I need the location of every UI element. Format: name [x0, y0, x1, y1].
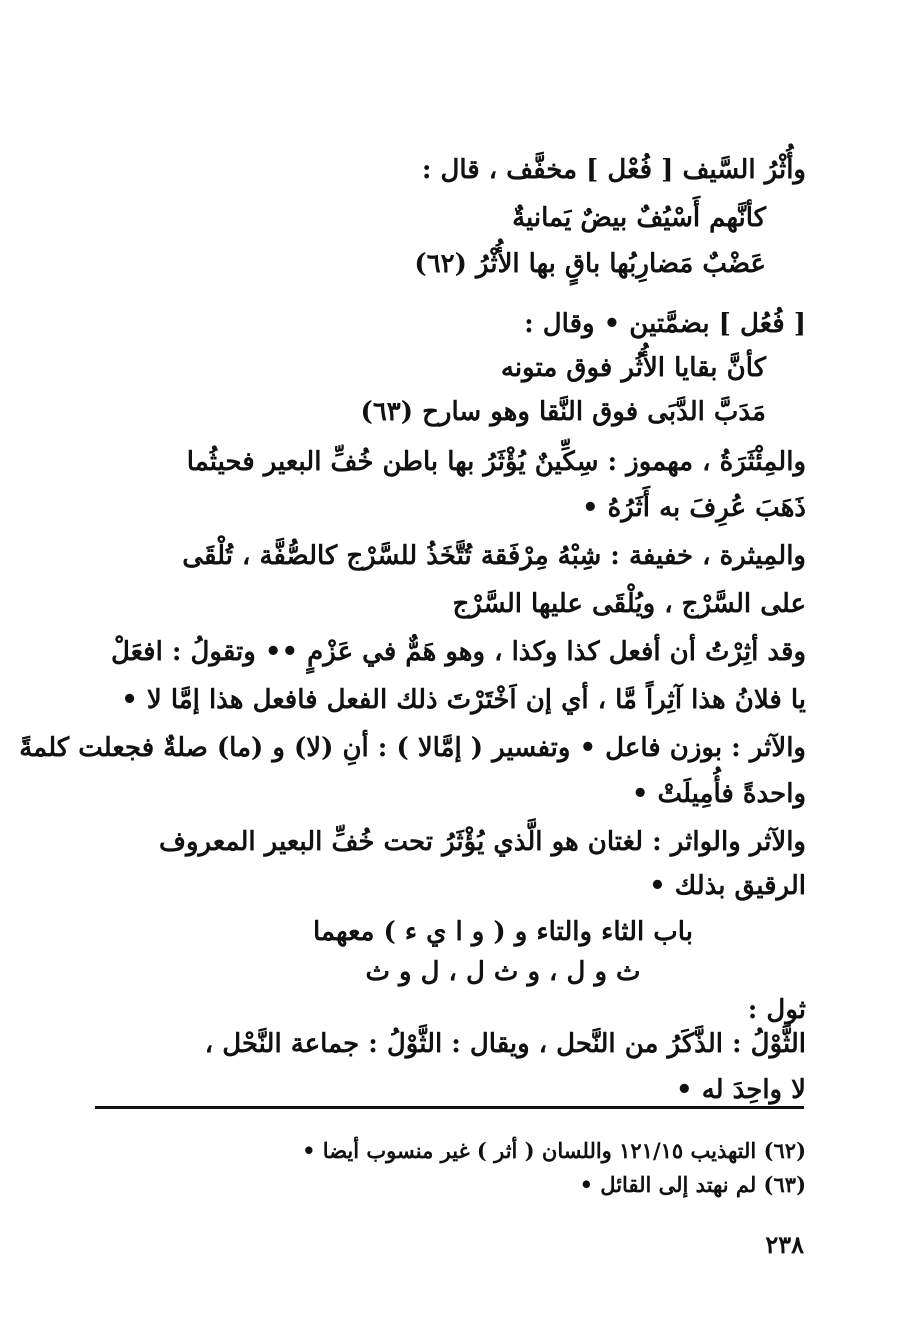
body-line: الرقيق بذلك • [649, 871, 806, 901]
body-line: والمِئْثَرَةُ ، مهموز : سِكِّينٌ يُؤْثَرُ بها باطن خُفِّ البعير فحيثُما [186, 447, 806, 477]
body-line: والآثر : بوزن فاعل • وتفسير ( إمَّالا ) : أنِ (لا) و (ما) صلةٌ فجعلت كلمةً [19, 733, 806, 763]
body-line: والآثر والواثر : لغتان هو الَّذي يُؤْثَرُ تحت خُفِّ البعير المعروف [159, 827, 806, 857]
footnote: (٦٣) لم نهتد إلى القائل • [579, 1172, 806, 1197]
entry-line: الثَّوْلُ : الذَّكَرُ من النَّحل ، ويقال : الثَّوْلُ : جماعة النَّحْل ، [204, 1029, 806, 1059]
body-line: على السَّرْج ، ويُلْقَى عليها السَّرْج [452, 589, 806, 619]
body-line: ذَهَبَ عُرِفَ به أَثَرُهُ • [581, 493, 806, 523]
verse-line: كأنَّ بقايا الأُثُر فوق متونه [500, 353, 766, 383]
footnote: (٦٢) التهذيب ١٢١/١٥ واللسان ( أثر ) غير منسوب أيضا • [302, 1138, 806, 1163]
chapter-subtitle: ث و ل ، و ث ل ، ل و ث [365, 957, 641, 987]
body-line: واحدةً فأُمِيلَتْ • [631, 779, 806, 809]
body-line: وأُثْرُ السَّيف [ فُعْل ] مخفَّف ، قال : [421, 155, 806, 185]
chapter-title: باب الثاء والتاء و ( و ا ي ء ) معهما [313, 917, 693, 947]
entry-line: لا واحِدَ له • [676, 1075, 806, 1105]
body-line: [ فُعُل ] بضمَّتين • وقال : [524, 309, 806, 339]
body-line: يا فلانُ هذا آثِراً مَّا ، أي إن اَخْتَرْتَ ذلك الفعل فافعل هذا إمَّا لا • [121, 685, 806, 715]
body-line: والمِيثرة ، خفيفة : شِبْهُ مِرْفَقة تُتَّخَذُ للسَّرْج كالصُّفَّة ، تُلْقَى [182, 541, 806, 571]
verse-line: مَدَبَّ الدَّبَى فوق النَّقا وهو سارح (٦٣) [360, 397, 766, 427]
entry-head: ثول : [747, 995, 806, 1025]
footnote-divider [95, 1106, 804, 1109]
verse-line: عَضْبٌ مَضارِبُها باقٍ بها الأُثْرُ (٦٢) [414, 249, 766, 279]
body-line: وقد أثِرْتُ أن أفعل كذا وكذا ، وهو هَمٌّ في عَزْمٍ •• وتقولُ : افعَلْ [110, 637, 806, 667]
page-number: ٢٣٨ [765, 1230, 804, 1259]
verse-line: كأنَّهم أَسْيُفٌ بيضٌ يَمانيةٌ [512, 203, 766, 233]
